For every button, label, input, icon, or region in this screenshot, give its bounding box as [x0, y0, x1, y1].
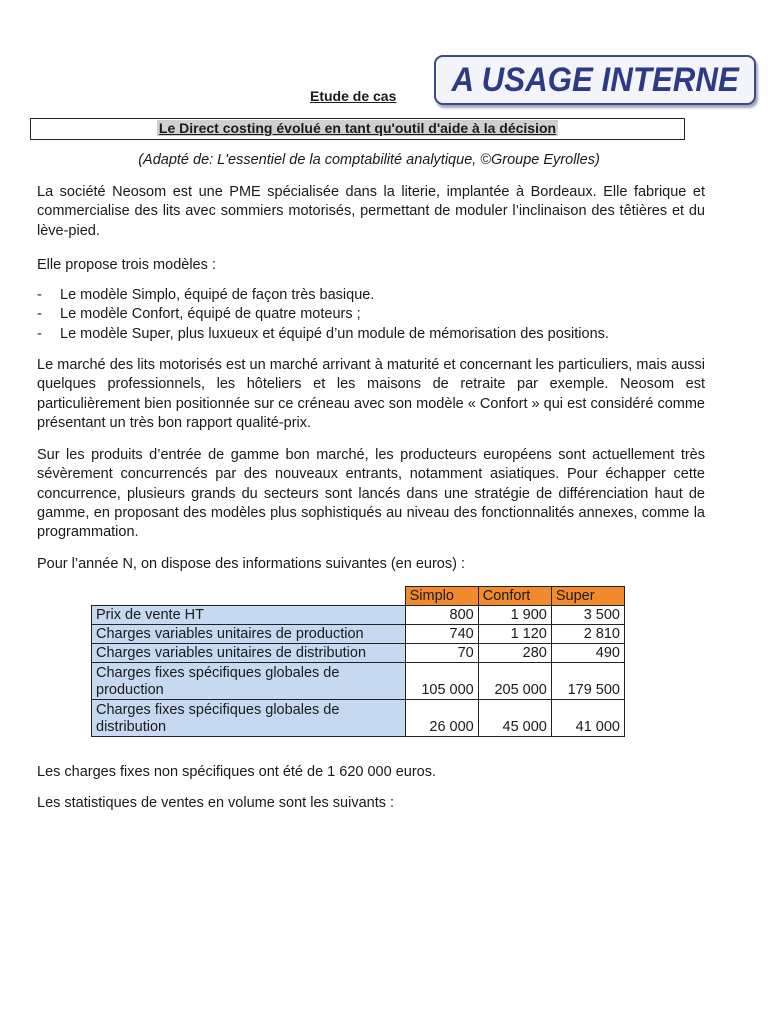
table-cell: 41 000: [551, 700, 624, 737]
row-label: [92, 700, 406, 737]
table-cell: 45 000: [478, 700, 551, 737]
cost-table: [91, 586, 625, 737]
table-cell: 3 500: [551, 606, 624, 625]
list-item-text: Le modèle Simplo, équipé de façon très basique.: [60, 287, 375, 303]
list-dash: -: [37, 287, 42, 303]
table-cell: 2 810: [551, 625, 624, 644]
table-row: [92, 625, 625, 644]
models-list: [37, 286, 717, 344]
paragraph-models-intro: Elle propose trois modèles :: [37, 257, 216, 273]
table-row: [92, 606, 625, 625]
table-cell: 800: [405, 606, 478, 625]
row-label-line: distribution: [96, 719, 167, 735]
row-label-line: Charges fixes spécifiques globales de: [96, 702, 340, 718]
table-cell: 70: [405, 644, 478, 663]
table-cell: 26 000: [405, 700, 478, 737]
paragraph-sales-stats: Les statistiques de ventes en volume sont les suivants :: [37, 795, 395, 811]
document-title-box: [30, 118, 685, 140]
list-item: [37, 305, 717, 324]
column-header-super: Super: [551, 587, 624, 606]
list-item: [37, 286, 717, 305]
table-cell: 490: [551, 644, 624, 663]
table-cell: 205 000: [478, 663, 551, 700]
row-label: Charges variables unitaires de distribution: [92, 644, 406, 663]
list-dash: -: [37, 325, 42, 342]
internal-use-stamp: [434, 55, 756, 105]
column-header-confort: Confort: [478, 587, 551, 606]
row-label-line: production: [96, 682, 164, 698]
table-cell: 1 900: [478, 606, 551, 625]
row-label: [92, 663, 406, 700]
table-cell: 740: [405, 625, 478, 644]
list-dash: -: [37, 306, 42, 323]
table-cell: 105 000: [405, 663, 478, 700]
paragraph-competition: Sur les produits d’entrée de gamme bon marché, les producteurs européens sont actuellement très sévèrement concurrencés par des nouveaux entrants, notamment asiatiques. Pour échapper cette concurrence, plusieurs grands du secteurs sont lancés dans une stratégie de différenciation haut de gamme, en proposant des modèles plus sophistiqués au niveau des fonctionnalités annexes, comme la programmation.: [37, 447, 705, 541]
stamp-text: A USAGE INTERNE: [451, 61, 739, 99]
paragraph-fixed-costs: Les charges fixes non spécifiques ont été de 1 620 000 euros.: [37, 764, 437, 780]
column-header-simplo: Simplo: [405, 587, 478, 606]
row-label: Charges variables unitaires de production: [92, 625, 406, 644]
table-cell: 1 120: [478, 625, 551, 644]
case-study-heading: Etude de cas: [310, 88, 397, 104]
row-label-line: Charges fixes spécifiques globales de: [96, 665, 340, 681]
list-item-text: Le modèle Confort, équipé de quatre moteurs ;: [60, 306, 361, 323]
table-cell: 179 500: [551, 663, 624, 700]
paragraph-market: Le marché des lits motorisés est un marché arrivant à maturité et concernant les particuliers, mais aussi quelques professionnels, les hôteliers et les maisons de retraite par exemple. Neosom est particulièrement bien positionnée sur ce créneau avec son modèle « Confort » qui est considéré comme présentant un très bon rapport qualité-prix.: [37, 357, 705, 431]
table-corner: [92, 587, 406, 606]
table-row: [92, 644, 625, 663]
list-item: [37, 325, 717, 344]
table-cell: 280: [478, 644, 551, 663]
list-item-text: Le modèle Super, plus luxueux et équipé d’un module de mémorisation des positions.: [60, 325, 609, 342]
row-label: Prix de vente HT: [92, 606, 406, 625]
table-row: [92, 700, 625, 737]
source-citation: (Adapté de: L'essentiel de la comptabilité analytique, ©Groupe Eyrolles): [138, 152, 600, 168]
table-header-row: [92, 587, 625, 606]
document-title: Le Direct costing évolué en tant qu'outil d'aide à la décision: [158, 120, 557, 136]
table-row: [92, 663, 625, 700]
paragraph-company: La société Neosom est une PME spécialisée dans la literie, implantée à Bordeaux. Elle fabrique et commercialise des lits avec sommiers motorisés, permettant de moduler l’inclinaison des têtières et du lève-pied.: [37, 184, 705, 239]
paragraph-table-intro: Pour l’année N, on dispose des informations suivantes (en euros) :: [37, 556, 465, 572]
